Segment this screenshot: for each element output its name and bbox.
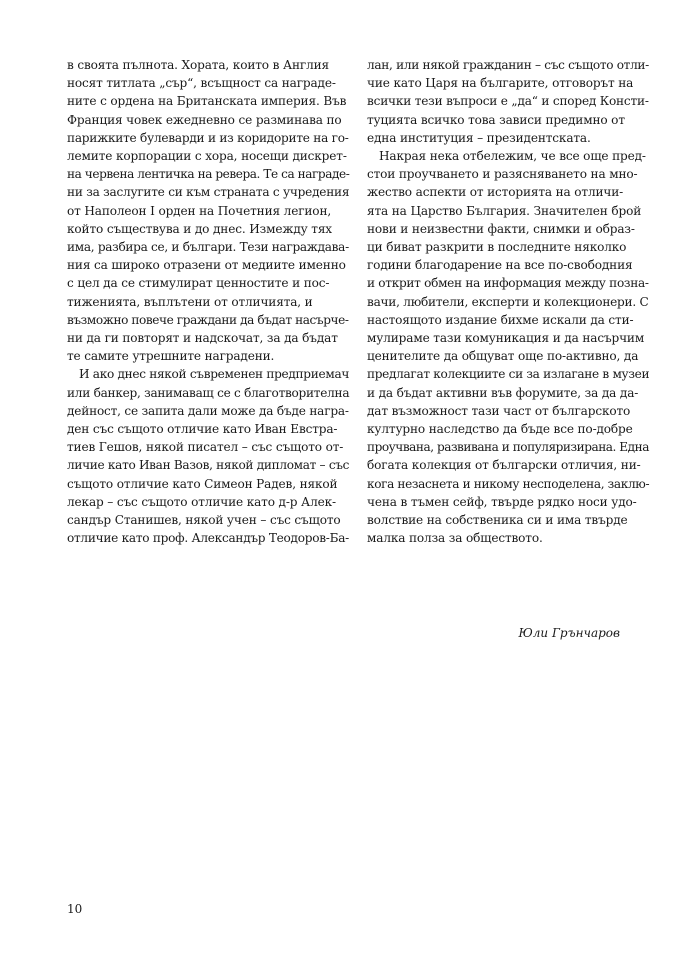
text-line: отличие като проф. Александър Теодоров-Ба-: [67, 531, 349, 546]
paragraph: [67, 365, 349, 547]
paragraph: [367, 147, 649, 547]
text-line: същото отличие като Симеон Радев, някой: [67, 476, 338, 491]
page-number: 10: [67, 902, 83, 916]
text-line: една институция – президентската.: [367, 130, 591, 145]
text-line: ята на Царство България. Значителен брой: [367, 203, 642, 218]
text-line: богата колекция от български отличия, ни-: [367, 458, 641, 473]
text-line: Накрая нека отбележим, че все още пред-: [379, 149, 646, 164]
text-line: който съществува и до днес. Измежду тях: [67, 221, 332, 236]
text-line: от Наполеон I орден на Почетния легион,: [67, 203, 332, 218]
left-column: [67, 56, 349, 547]
paragraph: [67, 56, 349, 365]
text-line: ни за заслугите си към страната с учредения: [67, 185, 350, 200]
paragraph: [367, 56, 649, 147]
text-line: И ако днес някой съвременен предприемач: [79, 367, 350, 382]
text-line: волствие на собственика си и има твърде: [367, 513, 628, 528]
text-line: възможно повече граждани да бъдат насърче-: [67, 312, 349, 327]
text-line: настоящото издание бихме искали да сти-: [367, 312, 634, 327]
text-line: години благодарение на все по-свободния: [367, 258, 633, 273]
author-signature: Юли Грънчаров: [518, 626, 620, 640]
text-line: Франция човек ежедневно се разминава по: [67, 112, 342, 127]
text-line: дат възможност тази част от българското: [367, 403, 631, 418]
text-line: ни да ги повторят и надскочат, за да бъдат: [67, 331, 338, 346]
text-line: сандър Станишев, някой учен – със същото: [67, 513, 341, 528]
text-line: предлагат колекциите си за излагане в музеи: [367, 367, 650, 382]
text-line: проучвана, развивана и популяризирана. Една: [367, 440, 649, 455]
text-line: лемите корпорации с хора, носещи дискрет-: [67, 149, 347, 164]
text-line: ния са широко отразени от медиите именно: [67, 258, 346, 273]
text-line: тиженията, въплътени от отличията, и: [67, 294, 313, 309]
text-line: мулираме тази комуникация и да насърчим: [367, 331, 645, 346]
text-line: чена в тъмен сейф, твърде рядко носи удо-: [367, 494, 637, 509]
text-line: ценителите да общуват още по-активно, да: [367, 349, 639, 364]
text-line: малка полза за обществото.: [367, 531, 543, 546]
text-line: ните с ордена на Британската империя. Във: [67, 94, 347, 109]
text-line: личие като Иван Вазов, някой дипломат – със: [67, 458, 350, 473]
text-line: кога незаснета и никому несподелена, заклю-: [367, 476, 650, 491]
text-line: има, разбира се, и българи. Тези награждава-: [67, 240, 349, 255]
text-line: и да бъдат активни във форумите, за да да-: [367, 385, 639, 400]
text-line: ден със същото отличие като Иван Евстра-: [67, 422, 338, 437]
text-line: тиев Гешов, някой писател – със същото от-: [67, 440, 344, 455]
right-column: [367, 56, 649, 547]
text-line: чие като Царя на българите, отговорът на: [367, 76, 634, 91]
text-line: лан, или някой гражданин – със същото отли-: [367, 58, 649, 72]
text-line: жество аспекти от историята на отличи-: [367, 185, 624, 200]
text-line: лекар – със същото отличие като д-р Алек-: [67, 494, 336, 509]
text-line: нови и неизвестни факти, снимки и образ-: [367, 221, 635, 236]
text-line: вачи, любители, експерти и колекционери. С: [367, 294, 649, 309]
text-line: парижките булеварди и из коридорите на го-: [67, 130, 349, 145]
text-line: на червена лентичка на ревера. Те са награде-: [67, 167, 350, 182]
text-line: или банкер, занимаващ се с благотворителна: [67, 385, 350, 400]
text-line: туцията всичко това зависи предимно от: [367, 112, 625, 127]
text-line: ци биват разкрити в последните няколко: [367, 240, 627, 255]
text-line: дейност, се запита дали може да бъде награ-: [67, 403, 349, 418]
text-line: стои проучването и разясняването на мно-: [367, 167, 638, 182]
text-line: и открит обмен на информация между позна-: [367, 276, 649, 291]
text-line: те самите утрешните наградени.: [67, 349, 275, 364]
text-line: носят титлата „сър“, всъщност са награде-: [67, 76, 336, 91]
text-line: в своята пълнота. Хората, които в Англия: [67, 58, 329, 72]
text-line: културно наследство да бъде все по-добре: [367, 422, 633, 437]
text-line: всички тези въпроси е „да“ и според Консти-: [367, 94, 649, 109]
text-line: с цел да се стимулират ценностите и пос-: [67, 276, 330, 291]
